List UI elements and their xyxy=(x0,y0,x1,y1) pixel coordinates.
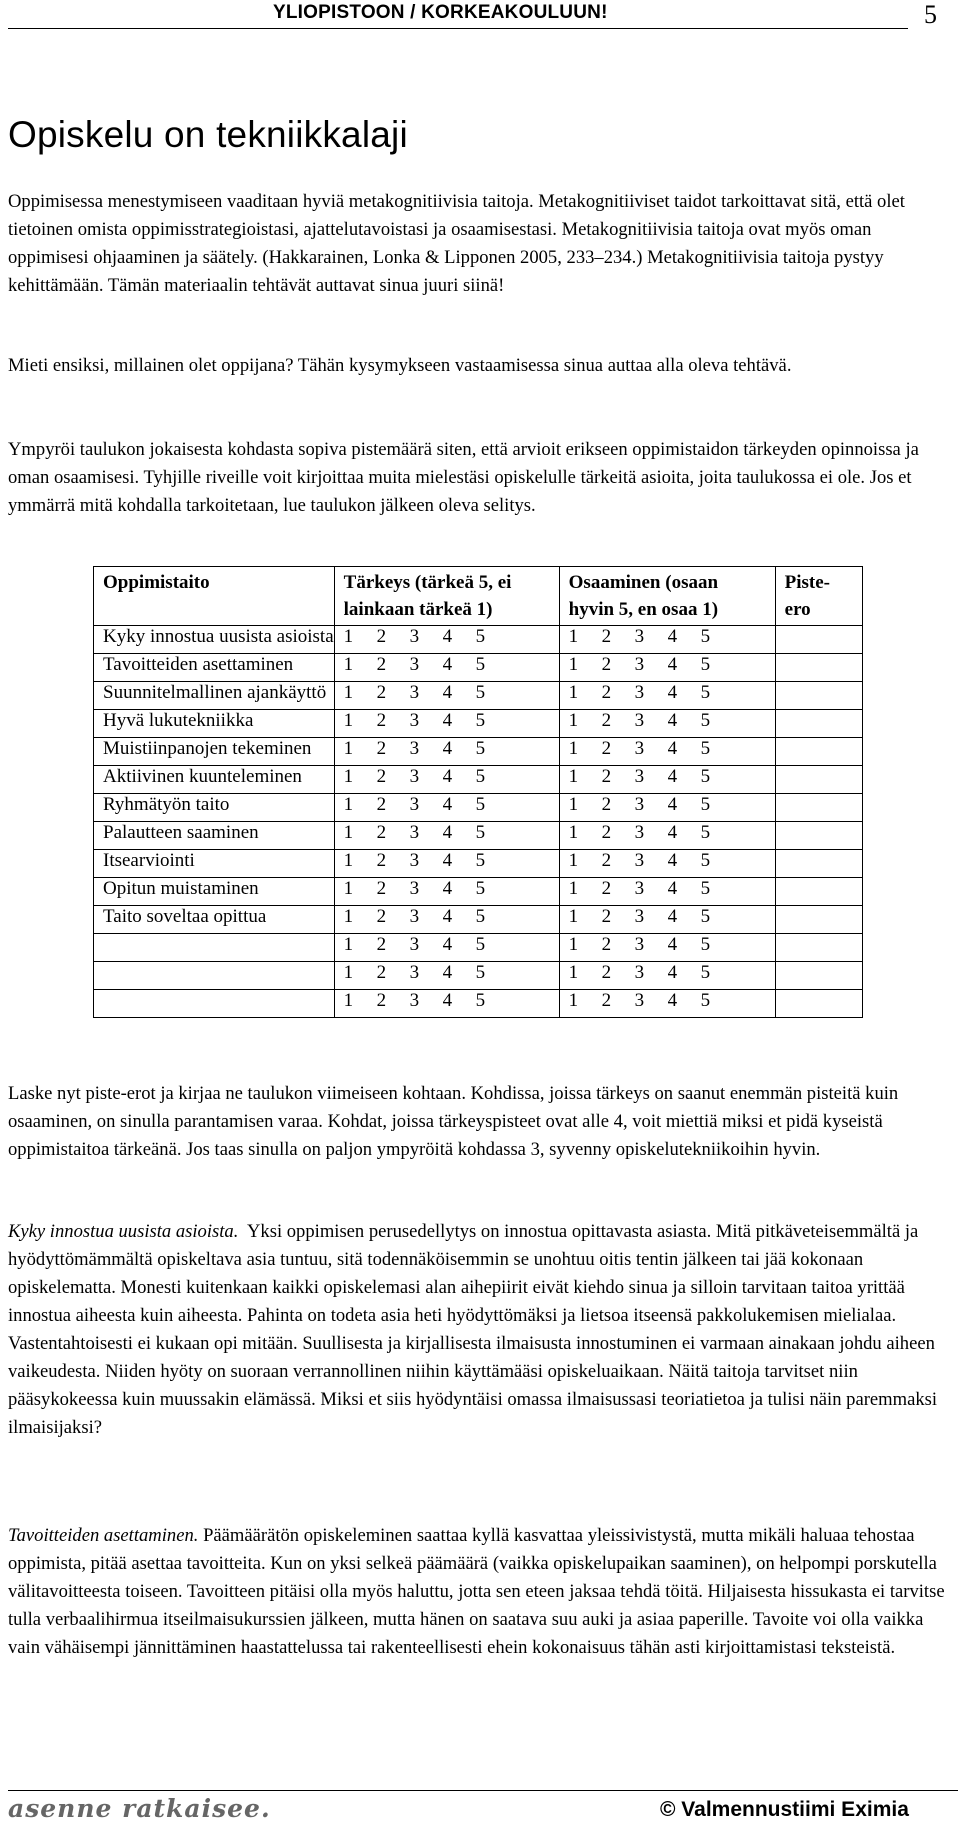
importance-scale-cell xyxy=(334,850,559,878)
competence-score-option[interactable]: 5 xyxy=(700,794,711,815)
competence-scale xyxy=(569,626,775,648)
question-paragraph: Mieti ensiksi, millainen olet oppijana? Tähän kysymykseen vastaamisessa sinua auttaa alla oleva tehtävä. xyxy=(8,355,792,376)
competence-scale-cell xyxy=(559,962,775,990)
difference-cell[interactable] xyxy=(775,794,862,822)
table-row xyxy=(94,850,863,878)
importance-score-option[interactable]: 4 xyxy=(442,906,453,927)
competence-score-option[interactable]: 3 xyxy=(634,794,645,815)
importance-score-option[interactable]: 4 xyxy=(442,710,453,731)
skill-cell[interactable]: Itsearviointi xyxy=(94,850,335,878)
importance-score-option[interactable]: 5 xyxy=(475,654,486,675)
competence-score-option[interactable]: 1 xyxy=(568,626,579,647)
competence-scale-cell xyxy=(559,766,775,794)
importance-score-option[interactable]: 3 xyxy=(409,738,420,759)
importance-score-option[interactable]: 3 xyxy=(409,934,420,955)
importance-scale xyxy=(344,906,559,928)
difference-cell[interactable] xyxy=(775,738,862,766)
importance-score-option[interactable]: 4 xyxy=(442,794,453,815)
difference-cell[interactable] xyxy=(775,682,862,710)
importance-score-option[interactable]: 4 xyxy=(442,822,453,843)
importance-score-option[interactable]: 2 xyxy=(376,934,387,955)
competence-score-option[interactable]: 2 xyxy=(601,766,612,787)
importance-score-option[interactable]: 2 xyxy=(376,682,387,703)
difference-cell[interactable] xyxy=(775,822,862,850)
importance-score-option[interactable]: 5 xyxy=(475,794,486,815)
importance-scale-cell xyxy=(334,626,559,654)
importance-scale-cell xyxy=(334,654,559,682)
competence-score-option[interactable]: 4 xyxy=(667,626,678,647)
page-title: Opiskelu on tekniikkalaji xyxy=(8,114,408,155)
competence-score-option[interactable]: 5 xyxy=(700,822,711,843)
importance-scale-cell xyxy=(334,906,559,934)
competence-scale xyxy=(569,654,775,676)
competence-score-option[interactable]: 4 xyxy=(667,794,678,815)
competence-score-option[interactable]: 2 xyxy=(601,850,612,871)
competence-scale xyxy=(569,934,775,956)
competence-score-option[interactable]: 1 xyxy=(568,850,579,871)
competence-score-option[interactable]: 4 xyxy=(667,710,678,731)
header-importance-text: Tärkeys (tärkeä 5, ei lainkaan tärkeä 1) xyxy=(343,572,512,620)
importance-score-option[interactable]: 3 xyxy=(409,878,420,899)
competence-score-option[interactable]: 1 xyxy=(568,934,579,955)
importance-score-option[interactable]: 5 xyxy=(475,682,486,703)
importance-score-option[interactable]: 3 xyxy=(409,766,420,787)
difference-cell[interactable] xyxy=(775,934,862,962)
skills-table xyxy=(93,566,863,1018)
importance-score-option[interactable]: 5 xyxy=(475,906,486,927)
importance-scale-cell xyxy=(334,934,559,962)
importance-score-option[interactable]: 1 xyxy=(343,934,354,955)
difference-cell[interactable] xyxy=(775,906,862,934)
importance-scale-cell xyxy=(334,766,559,794)
competence-score-option[interactable]: 5 xyxy=(700,626,711,647)
importance-score-option[interactable]: 3 xyxy=(409,990,420,1011)
importance-score-option[interactable]: 1 xyxy=(343,654,354,675)
competence-score-option[interactable]: 2 xyxy=(601,822,612,843)
importance-score-option[interactable]: 4 xyxy=(442,850,453,871)
footer-copyright: © Valmennustiimi Eximia xyxy=(660,1798,909,1821)
skill-cell[interactable] xyxy=(94,990,335,1018)
competence-score-option[interactable]: 3 xyxy=(634,934,645,955)
importance-score-option[interactable]: 2 xyxy=(376,794,387,815)
importance-scale xyxy=(344,990,559,1012)
importance-score-option[interactable]: 1 xyxy=(343,682,354,703)
importance-score-option[interactable]: 5 xyxy=(475,962,486,983)
importance-score-option[interactable]: 1 xyxy=(343,766,354,787)
competence-score-option[interactable]: 2 xyxy=(601,738,612,759)
competence-scale xyxy=(569,766,775,788)
importance-score-option[interactable]: 5 xyxy=(475,626,486,647)
kyky-paragraph xyxy=(8,1218,948,1442)
table-row xyxy=(94,906,863,934)
importance-score-option[interactable]: 1 xyxy=(343,738,354,759)
table-row xyxy=(94,934,863,962)
competence-score-option[interactable]: 3 xyxy=(634,990,645,1011)
competence-score-option[interactable]: 4 xyxy=(667,738,678,759)
skill-cell[interactable]: Palautteen saaminen xyxy=(94,822,335,850)
competence-score-option[interactable]: 2 xyxy=(601,794,612,815)
skill-cell[interactable]: Tavoitteiden asettaminen xyxy=(94,654,335,682)
table-row xyxy=(94,654,863,682)
importance-score-option[interactable]: 4 xyxy=(442,990,453,1011)
header-importance xyxy=(334,567,559,626)
importance-score-option[interactable]: 1 xyxy=(343,990,354,1011)
competence-score-option[interactable]: 3 xyxy=(634,878,645,899)
competence-score-option[interactable]: 4 xyxy=(667,906,678,927)
competence-score-option[interactable]: 4 xyxy=(667,766,678,787)
difference-cell[interactable] xyxy=(775,990,862,1018)
competence-score-option[interactable]: 1 xyxy=(568,822,579,843)
competence-scale-cell xyxy=(559,934,775,962)
competence-score-option[interactable]: 3 xyxy=(634,822,645,843)
skill-cell[interactable]: Opitun muistaminen xyxy=(94,878,335,906)
competence-score-option[interactable]: 5 xyxy=(700,654,711,675)
difference-cell[interactable] xyxy=(775,766,862,794)
importance-scale xyxy=(344,962,559,984)
competence-score-option[interactable]: 5 xyxy=(700,766,711,787)
table-row xyxy=(94,822,863,850)
importance-score-option[interactable]: 4 xyxy=(442,738,453,759)
importance-score-option[interactable]: 2 xyxy=(376,626,387,647)
importance-score-option[interactable]: 4 xyxy=(442,766,453,787)
competence-score-option[interactable]: 2 xyxy=(601,878,612,899)
competence-score-option[interactable]: 2 xyxy=(601,654,612,675)
competence-score-option[interactable]: 4 xyxy=(667,850,678,871)
importance-scale xyxy=(344,850,559,872)
competence-score-option[interactable]: 5 xyxy=(700,710,711,731)
table-header-row xyxy=(94,567,863,626)
competence-score-option[interactable]: 1 xyxy=(568,990,579,1011)
importance-score-option[interactable]: 1 xyxy=(343,962,354,983)
table-row xyxy=(94,794,863,822)
competence-score-option[interactable]: 5 xyxy=(700,738,711,759)
competence-score-option[interactable]: 3 xyxy=(634,654,645,675)
competence-score-option[interactable]: 2 xyxy=(601,934,612,955)
importance-score-option[interactable]: 5 xyxy=(475,710,486,731)
competence-scale-cell xyxy=(559,850,775,878)
importance-score-option[interactable]: 5 xyxy=(475,822,486,843)
importance-score-option[interactable]: 3 xyxy=(409,654,420,675)
importance-scale xyxy=(344,794,559,816)
importance-score-option[interactable]: 3 xyxy=(409,962,420,983)
importance-scale-cell xyxy=(334,962,559,990)
table-row xyxy=(94,682,863,710)
importance-score-option[interactable]: 2 xyxy=(376,738,387,759)
importance-score-option[interactable]: 3 xyxy=(409,822,420,843)
competence-score-option[interactable]: 3 xyxy=(634,962,645,983)
competence-score-option[interactable]: 4 xyxy=(667,654,678,675)
intro-paragraph: Oppimisessa menestymiseen vaaditaan hyviä metakognitiivisia taitoja. Metakognitiiviset taidot tarkoittavat sitä, että olet tietoinen omista oppimisstrategioistasi, ajattelutavoistasi ja osaamisestasi. Metakognitiivisia taitoja ovat myös oman oppimisesi ohjaaminen ja säätely. (Hakkarainen, Lonka & Lipponen 2005, 233–234.) Metakognitiivisia taitoja pystyy kehittämään. Tämän materiaalin tehtävät auttavat sinua juuri siinä! xyxy=(8,191,905,296)
competence-scale xyxy=(569,710,775,732)
table-row xyxy=(94,738,863,766)
competence-scale-cell xyxy=(559,682,775,710)
competence-score-option[interactable]: 3 xyxy=(634,738,645,759)
competence-score-option[interactable]: 5 xyxy=(700,990,711,1011)
importance-scale-cell xyxy=(334,738,559,766)
footer-rule xyxy=(8,1790,958,1791)
skill-cell[interactable] xyxy=(94,962,335,990)
importance-score-option[interactable]: 3 xyxy=(409,906,420,927)
importance-scale xyxy=(344,878,559,900)
competence-score-option[interactable]: 1 xyxy=(568,738,579,759)
importance-score-option[interactable]: 1 xyxy=(343,626,354,647)
competence-score-option[interactable]: 3 xyxy=(634,626,645,647)
difference-cell[interactable] xyxy=(775,850,862,878)
competence-scale xyxy=(569,682,775,704)
importance-score-option[interactable]: 2 xyxy=(376,710,387,731)
importance-score-option[interactable]: 5 xyxy=(475,738,486,759)
importance-score-option[interactable]: 1 xyxy=(343,822,354,843)
competence-score-option[interactable]: 1 xyxy=(568,962,579,983)
competence-score-option[interactable]: 3 xyxy=(634,682,645,703)
competence-score-option[interactable]: 2 xyxy=(601,682,612,703)
importance-scale xyxy=(344,822,559,844)
competence-scale-cell xyxy=(559,906,775,934)
importance-score-option[interactable]: 2 xyxy=(376,822,387,843)
competence-score-option[interactable]: 4 xyxy=(667,934,678,955)
competence-scale-cell xyxy=(559,794,775,822)
header-title: YLIOPISTOON / KORKEAKOULUUN! xyxy=(273,2,608,23)
competence-scale xyxy=(569,990,775,1012)
importance-score-option[interactable]: 2 xyxy=(376,906,387,927)
competence-score-option[interactable]: 1 xyxy=(568,906,579,927)
page-number: 5 xyxy=(924,0,937,29)
importance-score-option[interactable]: 2 xyxy=(376,850,387,871)
competence-scale-cell xyxy=(559,654,775,682)
competence-score-option[interactable]: 1 xyxy=(568,766,579,787)
competence-scale xyxy=(569,850,775,872)
competence-score-option[interactable]: 4 xyxy=(667,878,678,899)
difference-cell[interactable] xyxy=(775,710,862,738)
table-row xyxy=(94,626,863,654)
importance-score-option[interactable]: 1 xyxy=(343,850,354,871)
competence-scale xyxy=(569,906,775,928)
skill-cell[interactable] xyxy=(94,934,335,962)
competence-scale xyxy=(569,878,775,900)
importance-scale xyxy=(344,934,559,956)
competence-score-option[interactable]: 1 xyxy=(568,794,579,815)
competence-score-option[interactable]: 1 xyxy=(568,654,579,675)
importance-score-option[interactable]: 4 xyxy=(442,934,453,955)
competence-score-option[interactable]: 2 xyxy=(601,710,612,731)
competence-score-option[interactable]: 2 xyxy=(601,990,612,1011)
competence-score-option[interactable]: 2 xyxy=(601,906,612,927)
competence-score-option[interactable]: 4 xyxy=(667,682,678,703)
importance-scale xyxy=(344,626,559,648)
count-paragraph: Laske nyt piste-erot ja kirjaa ne taulukon viimeiseen kohtaan. Kohdissa, joissa tärkeys on saanut enemmän pisteitä kuin osaaminen, on sinulla parantamisen varaa. Kohdat, joissa tärkeyspisteet ovat alle 4, voit miettiä miksi et pidä kyseistä oppimistaitoa tärkeänä. Jos taas sinulla on paljon ympyröitä kohdassa 3, syvenny opiskelutekniikoihin hyvin. xyxy=(8,1083,899,1160)
importance-score-option[interactable]: 3 xyxy=(409,794,420,815)
competence-score-option[interactable]: 5 xyxy=(700,850,711,871)
importance-score-option[interactable]: 2 xyxy=(376,766,387,787)
skill-cell[interactable]: Muistiinpanojen tekeminen xyxy=(94,738,335,766)
importance-score-option[interactable]: 1 xyxy=(343,906,354,927)
competence-scale xyxy=(569,794,775,816)
importance-scale-cell xyxy=(334,794,559,822)
importance-score-option[interactable]: 5 xyxy=(475,990,486,1011)
competence-score-option[interactable]: 2 xyxy=(601,962,612,983)
importance-scale-cell xyxy=(334,990,559,1018)
importance-score-option[interactable]: 2 xyxy=(376,878,387,899)
competence-score-option[interactable]: 1 xyxy=(568,710,579,731)
importance-score-option[interactable]: 3 xyxy=(409,626,420,647)
importance-score-option[interactable]: 2 xyxy=(376,962,387,983)
difference-cell[interactable] xyxy=(775,626,862,654)
competence-score-option[interactable]: 4 xyxy=(667,990,678,1011)
competence-score-option[interactable]: 4 xyxy=(667,822,678,843)
competence-score-option[interactable]: 5 xyxy=(700,682,711,703)
tavoite-title: Tavoitteiden asettaminen. xyxy=(8,1525,199,1546)
skills-table-body xyxy=(94,626,863,1018)
competence-scale-cell xyxy=(559,738,775,766)
importance-score-option[interactable]: 2 xyxy=(376,990,387,1011)
tavoite-body: Päämäärätön opiskeleminen saattaa kyllä kasvattaa yleissivistystä, mutta mikäli haluaa tehostaa oppimista, pitää asettaa tavoitteita. Kun on yksi selkeä päämäärä (vaikka opiskelupaikan saaminen), on helpompi porskutella välitavoitteesta toiseen. Tavoitteen pitäisi olla myös haluttu, jotta sen eteen jaksaa tehdä töitä. Hiljaisesta hissukasta ei tarvitse tulla verbaalihirmua itseilmaisukurssien jälkeen, mutta hänen on saatava suu auki ja asiaa paperille. Tavoite voi olla vaikka vain vähäisempi jännittäminen haastattelussa tai rakenteellisesti ehein kokonaisuus tähän asti kirjoittamistasi teksteistä. xyxy=(8,1525,945,1658)
importance-scale xyxy=(344,682,559,704)
table-row xyxy=(94,766,863,794)
competence-score-option[interactable]: 5 xyxy=(700,906,711,927)
difference-cell[interactable] xyxy=(775,962,862,990)
importance-scale xyxy=(344,654,559,676)
importance-scale-cell xyxy=(334,878,559,906)
importance-scale xyxy=(344,710,559,732)
competence-score-option[interactable]: 5 xyxy=(700,934,711,955)
importance-score-option[interactable]: 5 xyxy=(475,766,486,787)
importance-score-option[interactable]: 5 xyxy=(475,878,486,899)
importance-scale xyxy=(344,738,559,760)
header-difference-text: Piste-ero xyxy=(784,572,831,620)
importance-score-option[interactable]: 4 xyxy=(442,682,453,703)
difference-cell[interactable] xyxy=(775,878,862,906)
competence-score-option[interactable]: 2 xyxy=(601,626,612,647)
importance-score-option[interactable]: 4 xyxy=(442,878,453,899)
importance-scale-cell xyxy=(334,682,559,710)
importance-scale xyxy=(344,766,559,788)
header-competence xyxy=(559,567,775,626)
competence-scale xyxy=(569,962,775,984)
competence-score-option[interactable]: 1 xyxy=(568,878,579,899)
competence-scale xyxy=(569,738,775,760)
competence-scale-cell xyxy=(559,822,775,850)
competence-scale xyxy=(569,822,775,844)
skill-cell[interactable]: Ryhmätyön taito xyxy=(94,794,335,822)
importance-score-option[interactable]: 1 xyxy=(343,878,354,899)
skill-cell[interactable]: Kyky innostua uusista asioista xyxy=(94,626,335,654)
table-row xyxy=(94,710,863,738)
importance-score-option[interactable]: 4 xyxy=(442,654,453,675)
competence-scale-cell xyxy=(559,878,775,906)
importance-score-option[interactable]: 3 xyxy=(409,682,420,703)
competence-score-option[interactable]: 3 xyxy=(634,710,645,731)
competence-score-option[interactable]: 4 xyxy=(667,962,678,983)
kyky-title: Kyky innostua uusista asioista. xyxy=(8,1221,239,1242)
importance-score-option[interactable]: 3 xyxy=(409,850,420,871)
instruction-paragraph: Ympyröi taulukon jokaisesta kohdasta sopiva pistemäärä siten, että arvioit erikseen oppimistaidon tärkeyden opinnoissa ja oman osaamisesi. Tyhjille riveille voit kirjoittaa muita mielestäsi opiskelulle tärkeitä asioita, joita taulukossa ei ole. Jos et ymmärrä mitä kohdalla tarkoitetaan, lue taulukon jälkeen oleva selitys. xyxy=(8,439,919,516)
importance-score-option[interactable]: 5 xyxy=(475,934,486,955)
kyky-body: Yksi oppimisen perusedellytys on innostua opittavasta asiasta. Mitä pitkäveteisemmältä ja hyödyttömämmältä opiskeltava asia tuntuu, sitä todennäköisemmin se unohtuu oitis tentin jälkeen tai jää kokonaan opiskelematta. Monesti kuitenkaan kaikki opiskelemasi alan aihepiirit eivät kiehdo sinua ja silloin tarvitaan taitoa yrittää innostua aiheesta kuin aiheesta. Pahinta on todeta asia heti hyödyttömäksi ja lietsoa itseensä pakkolukemisen mielialaa. Vastentahtoisesti ei kukaan opi mitään. Suullisesta ja kirjallisesta ilmaisusta innostuminen ei varmaan ainakaan johdu aiheen vaikeudesta. Niiden hyöty on suoraan verrannollinen niihin käyttämääsi opiskeluaikaan. Näitä taitoja tarvitset niin pääsykokeessa kuin muussakin elämässä. Miksi et siis hyödyntäisi omassa ilmaisussasi teoriatietoa ja tulisi näin paremmaksi ilmaisijaksi? xyxy=(8,1221,938,1438)
skill-cell[interactable]: Taito soveltaa opittua xyxy=(94,906,335,934)
competence-score-option[interactable]: 1 xyxy=(568,682,579,703)
skill-cell[interactable]: Suunnitelmallinen ajankäyttö xyxy=(94,682,335,710)
header-skill: Oppimistaito xyxy=(94,567,335,626)
importance-score-option[interactable]: 3 xyxy=(409,710,420,731)
competence-score-option[interactable]: 3 xyxy=(634,906,645,927)
importance-score-option[interactable]: 1 xyxy=(343,710,354,731)
importance-score-option[interactable]: 1 xyxy=(343,794,354,815)
competence-score-option[interactable]: 3 xyxy=(634,766,645,787)
header-competence-text: Osaaminen (osaan hyvin 5, en osaa 1) xyxy=(568,572,719,620)
importance-scale-cell xyxy=(334,822,559,850)
competence-score-option[interactable]: 3 xyxy=(634,850,645,871)
skill-cell[interactable]: Aktiivinen kuunteleminen xyxy=(94,766,335,794)
skill-cell[interactable]: Hyvä lukutekniikka xyxy=(94,710,335,738)
table-row xyxy=(94,962,863,990)
table-row xyxy=(94,878,863,906)
importance-scale-cell xyxy=(334,710,559,738)
tavoite-paragraph xyxy=(8,1522,948,1662)
header-difference xyxy=(775,567,862,626)
competence-scale-cell xyxy=(559,710,775,738)
competence-scale-cell xyxy=(559,990,775,1018)
competence-score-option[interactable]: 5 xyxy=(700,962,711,983)
importance-score-option[interactable]: 4 xyxy=(442,962,453,983)
importance-score-option[interactable]: 2 xyxy=(376,654,387,675)
competence-scale-cell xyxy=(559,626,775,654)
importance-score-option[interactable]: 5 xyxy=(475,850,486,871)
competence-score-option[interactable]: 5 xyxy=(700,878,711,899)
footer-logo: asenne ratkaisee. xyxy=(8,1794,271,1823)
table-row xyxy=(94,990,863,1018)
difference-cell[interactable] xyxy=(775,654,862,682)
importance-score-option[interactable]: 4 xyxy=(442,626,453,647)
